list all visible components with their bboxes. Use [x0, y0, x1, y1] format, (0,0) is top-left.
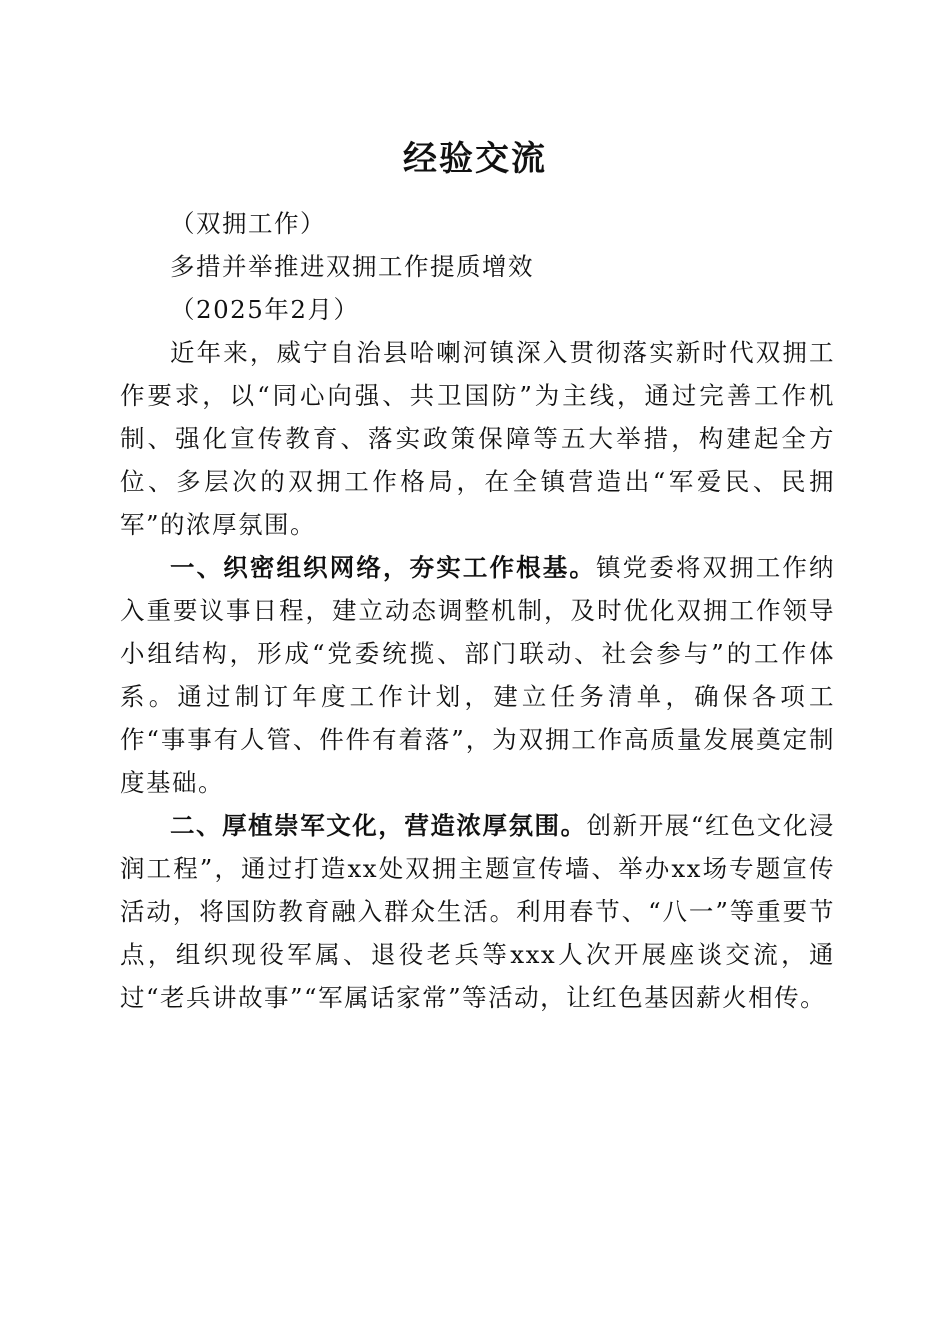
section-heading-1: 一、织密组织网络，夯实工作根基。 — [170, 553, 596, 582]
section-heading-2: 二、厚植崇军文化，营造浓厚氛围。 — [170, 811, 587, 840]
section-paragraph-2 — [120, 804, 835, 1019]
section-text-1: 镇党委将双拥工作纳入重要议事日程，建立动态调整机制，及时优化双拥工作领导小组结构，形成“党委统揽、部门联动、社会参与”的工作体系。通过制订年度工作计划，建立任务清单，确保各项工作“事事有人管、件件有着落”，为双拥工作高质量发展奠定制度基础。 — [120, 553, 835, 797]
intro-paragraph: 近年来，威宁自治县哈喇河镇深入贯彻落实新时代双拥工作要求，以“同心向强、共卫国防”为主线，通过完善工作机制、强化宣传教育、落实政策保障等五大举措，构建起全方位、多层次的双拥工作格局，在全镇营造出“军爱民、民拥军”的浓厚氛围。 — [120, 338, 835, 539]
subtitle-line: 多措并举推进双拥工作提质增效 — [170, 252, 534, 281]
document-title: 经验交流 — [403, 139, 547, 179]
document-body — [120, 202, 835, 1019]
section-text-2: 创新开展“红色文化浸润工程”，通过打造xx处双拥主题宣传墙、举办xx场专题宣传活动，将国防教育融入群众生活。利用春节、“八一”等重要节点，组织现役军属、退役老兵等xxx人次开展座谈交流，通过“老兵讲故事”“军属话家常”等活动，让红色基因薪火相传。 — [120, 811, 835, 1012]
date-line: （2025年2月） — [170, 295, 360, 324]
category-line: （双拥工作） — [170, 209, 326, 238]
section-paragraph-1 — [120, 546, 835, 804]
